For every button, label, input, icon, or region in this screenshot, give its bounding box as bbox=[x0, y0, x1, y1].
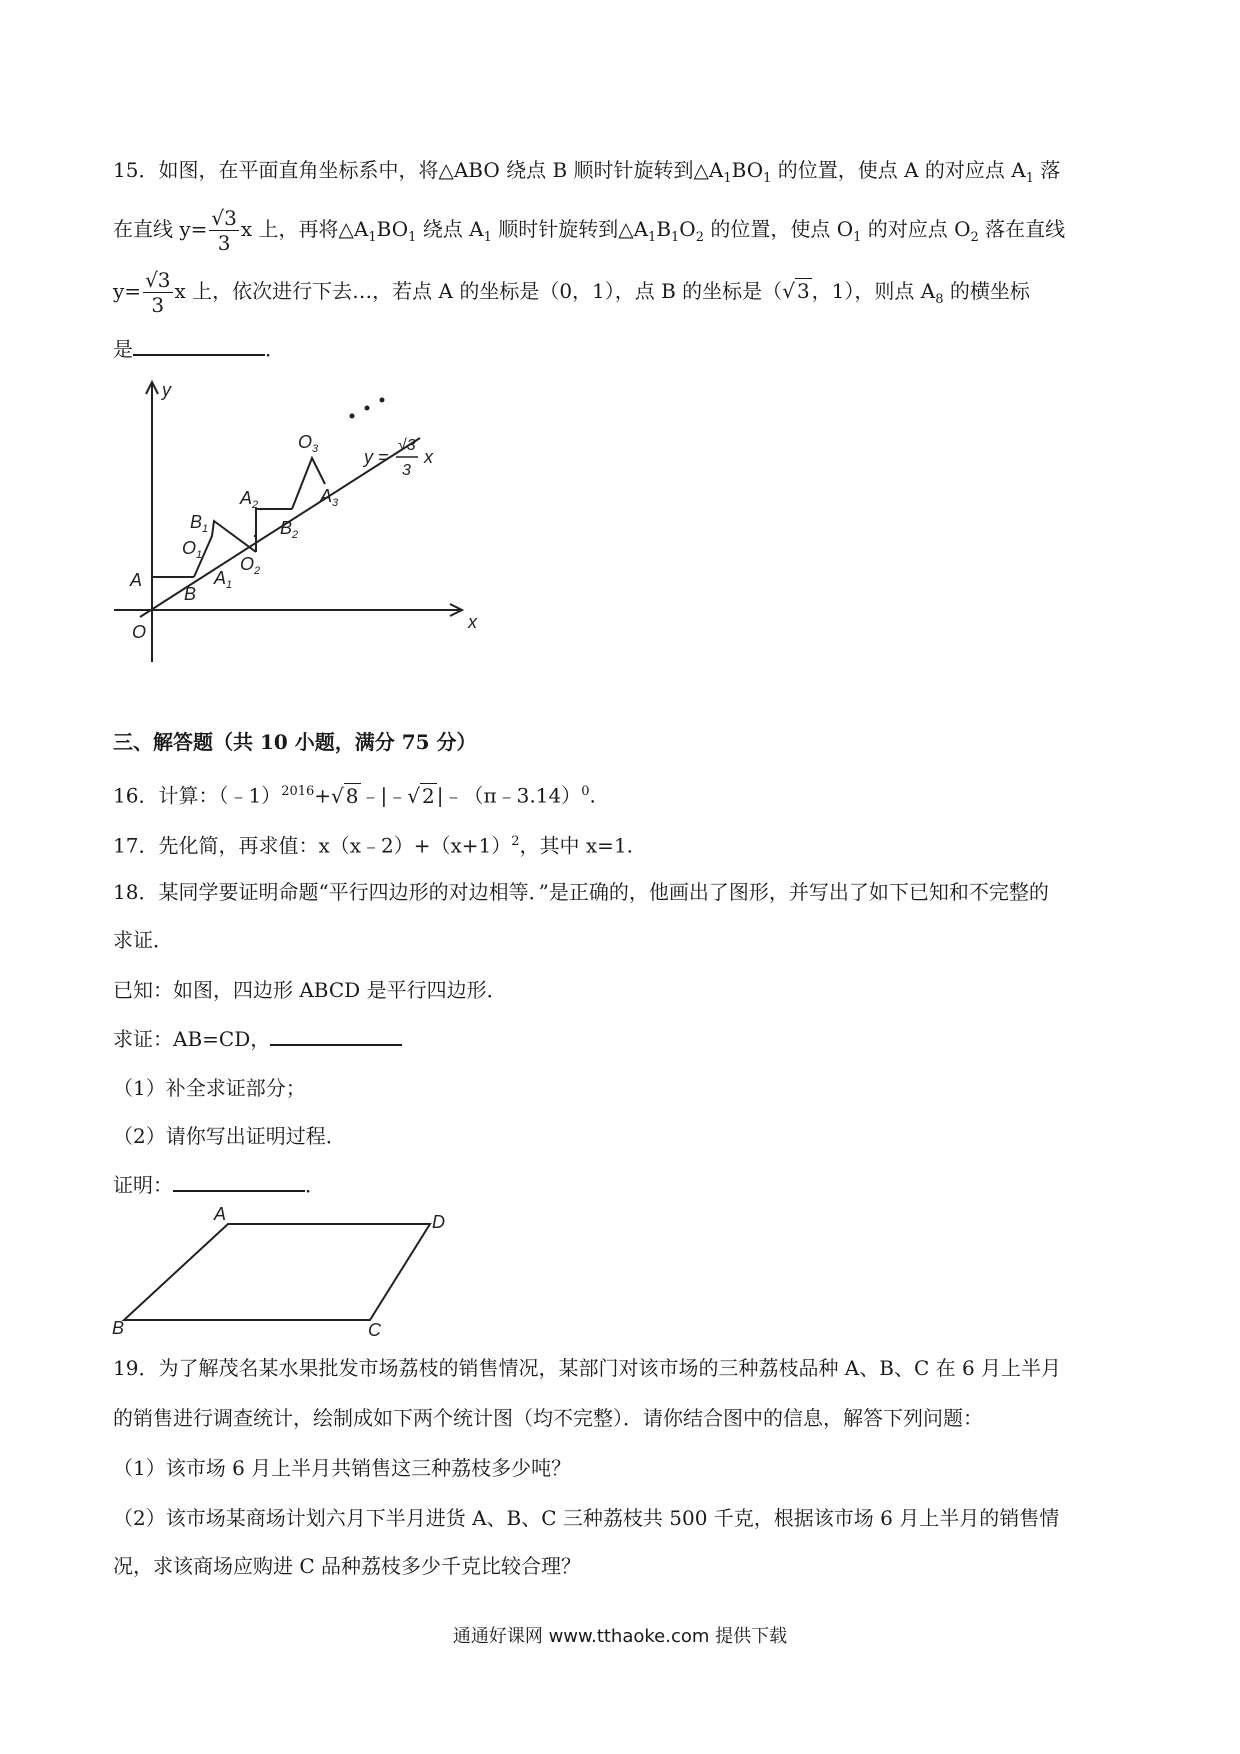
text: 16．计算：（﹣1） bbox=[113, 783, 282, 808]
q15-line-2 bbox=[113, 208, 1065, 253]
text: 在直线 y= bbox=[113, 217, 208, 241]
answer-blank[interactable] bbox=[133, 334, 265, 356]
superscript: 2016 bbox=[281, 784, 315, 799]
square-root: √ 2 bbox=[407, 783, 435, 808]
radicand: 3 bbox=[796, 279, 810, 303]
text: 证明： bbox=[113, 1173, 173, 1197]
line-equation-numerator: √3 bbox=[398, 437, 416, 454]
fraction-denominator: 3 bbox=[217, 231, 231, 255]
vertex-a: A bbox=[214, 1206, 227, 1224]
footer-source: 通通好课网 www.tthaoke.com 提供下载 bbox=[452, 1626, 788, 1647]
text: BO bbox=[376, 217, 409, 241]
label-a1: $A_1$ bbox=[214, 568, 233, 591]
answer-blank[interactable] bbox=[173, 1170, 305, 1192]
text: B bbox=[656, 217, 672, 241]
label-a: A bbox=[130, 570, 143, 590]
text: BO bbox=[731, 158, 764, 182]
text: + bbox=[314, 783, 332, 808]
rotation-figure bbox=[112, 374, 492, 664]
label-o3: $O_3$ bbox=[298, 432, 319, 455]
label-o2: $O_2$ bbox=[240, 554, 261, 577]
ellipsis-dot bbox=[380, 398, 385, 403]
subscript: 1 bbox=[671, 230, 680, 245]
text: x 上，再将△A bbox=[240, 217, 369, 241]
parallelogram-abcd bbox=[124, 1224, 430, 1320]
text: ，其中 x=1. bbox=[519, 833, 634, 858]
text: ﹣|﹣ bbox=[360, 783, 408, 808]
q18-line-1: 18．某同学要证明命题“平行四边形的对边相等．”是正确的，他画出了图形，并写出了如下已知和不完整的 bbox=[113, 880, 1049, 904]
subscript: 1 bbox=[368, 230, 377, 245]
q18-proof bbox=[113, 1170, 325, 1199]
subscript: 1 bbox=[408, 230, 417, 245]
q19-part-2-cont: 况，求该商场应购进 C 品种荔枝多少千克比较合理？ bbox=[113, 1554, 582, 1578]
text: O bbox=[679, 217, 696, 241]
question-number: 15． bbox=[113, 158, 159, 182]
text: 17．先化简，再求值：x（x﹣2）+（x+1） bbox=[113, 833, 512, 858]
q19-part-1: （1）该市场 6 月上半月共销售这三种荔枝多少吨？ bbox=[113, 1456, 572, 1480]
q15-line-3 bbox=[113, 270, 1030, 315]
label-y: y bbox=[162, 380, 171, 400]
q15-line-4 bbox=[113, 334, 285, 363]
text: 求证：AB=CD， bbox=[113, 1027, 271, 1051]
superscript: 0 bbox=[581, 784, 590, 799]
text: . bbox=[589, 783, 596, 808]
q17 bbox=[113, 828, 633, 860]
q18-given: 已知：如图，四边形 ABCD 是平行四边形． bbox=[113, 978, 507, 1002]
label-a3: $A_3$ bbox=[320, 486, 339, 509]
q18-part-1: （1）补全求证部分； bbox=[113, 1076, 306, 1100]
text: ，1），则点 A bbox=[811, 279, 936, 303]
q19-part-2: （2）该市场某商场计划六月下半月进货 A、B、C 三种荔枝共 500 千克，根据该市场 6 月上半月的销售情 bbox=[113, 1506, 1060, 1530]
q16 bbox=[113, 778, 596, 810]
text: 如图，在平面直角坐标系中，将△ABO 绕点 B 顺时针旋转到△A bbox=[158, 158, 724, 182]
label-x: x bbox=[468, 612, 477, 632]
text: |﹣（π﹣3.14） bbox=[436, 783, 582, 808]
label-b2: $B_2$ bbox=[280, 518, 299, 541]
subscript: 2 bbox=[695, 230, 704, 245]
subscript: 8 bbox=[935, 292, 944, 307]
q18-line-2: 求证． bbox=[113, 928, 173, 952]
ellipsis-dot bbox=[365, 406, 370, 411]
text: 是 bbox=[113, 337, 133, 361]
label-o1: $O_1$ bbox=[182, 538, 203, 561]
line-equation-denominator: 3 bbox=[402, 462, 411, 479]
superscript: 2 bbox=[511, 834, 520, 849]
radicand: 2 bbox=[422, 783, 435, 808]
line-equation-y: y = bbox=[364, 447, 389, 467]
subscript: 2 bbox=[970, 230, 979, 245]
vertex-d: D bbox=[432, 1212, 445, 1232]
text: x 上，依次进行下去…，若点 A 的坐标是（0，1），点 B 的坐标是（ bbox=[174, 279, 783, 303]
label-origin: O bbox=[132, 622, 147, 642]
vertex-b: B bbox=[112, 1318, 125, 1336]
q19-line-1: 19．为了解茂名某水果批发市场荔枝的销售情况，某部门对该市场的三种荔枝品种 A、B、C 在 6 月上半月 bbox=[113, 1356, 1062, 1380]
text: 落 bbox=[1033, 158, 1061, 182]
fraction-numerator: √3 bbox=[211, 206, 237, 230]
parallelogram-figure bbox=[110, 1206, 460, 1336]
q19-line-2: 的销售进行调查统计，绘制成如下两个统计图（均不完整）．请你结合图中的信息，解答下列问题： bbox=[113, 1406, 983, 1430]
radicand: 8 bbox=[345, 783, 359, 808]
q18-prove bbox=[113, 1024, 402, 1053]
q18-part-2: （2）请你写出证明过程． bbox=[113, 1124, 346, 1148]
answer-blank[interactable] bbox=[270, 1024, 402, 1046]
vertex-c: C bbox=[368, 1320, 381, 1336]
fraction bbox=[209, 208, 238, 253]
square-root: √ 3 bbox=[782, 279, 810, 303]
text: 的对应点 O bbox=[861, 217, 971, 241]
text: ． bbox=[305, 1173, 325, 1197]
fraction bbox=[143, 270, 172, 315]
subscript: 1 bbox=[483, 230, 492, 245]
fraction-numerator: √3 bbox=[145, 268, 171, 292]
text: y= bbox=[113, 279, 142, 303]
text: 的位置，使点 A 的对应点 A bbox=[771, 158, 1026, 182]
subscript: 1 bbox=[1025, 171, 1034, 186]
fraction-denominator: 3 bbox=[151, 293, 165, 317]
label-b: B bbox=[184, 584, 197, 604]
label-b1: $B_1$ bbox=[190, 512, 209, 535]
text: 绕点 A bbox=[416, 217, 484, 241]
text: 落在直线 bbox=[978, 217, 1066, 241]
subscript: 1 bbox=[763, 171, 772, 186]
section-heading: 三、解答题（共 10 小题，满分 75 分） bbox=[113, 730, 477, 754]
q15-line-1 bbox=[113, 156, 1060, 193]
text: 的位置，使点 O bbox=[703, 217, 854, 241]
ellipsis-dot bbox=[350, 414, 355, 419]
subscript: 1 bbox=[723, 171, 732, 186]
label-a2: $A_2$ bbox=[240, 488, 259, 511]
square-root: √ 8 bbox=[331, 783, 359, 808]
text: 顺时针旋转到△A bbox=[491, 217, 649, 241]
text: 的横坐标 bbox=[943, 279, 1030, 303]
line-equation-x: x bbox=[424, 447, 433, 467]
subscript: 1 bbox=[853, 230, 862, 245]
subscript: 1 bbox=[648, 230, 657, 245]
text: ． bbox=[265, 337, 285, 361]
